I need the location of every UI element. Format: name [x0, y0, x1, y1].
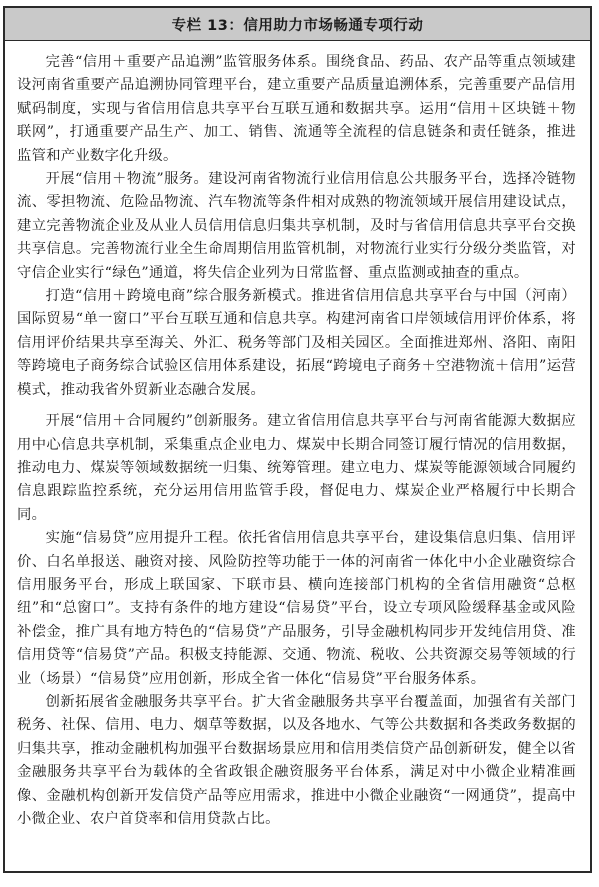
paragraph-contract-performance: 开展“信用＋合同履约”创新服务。建立省信用信息共享平台与河南省能源大数据应用中心信息共享机制，采集重点企业电力、煤炭中长期合同签订履行情况的信用数据，推动电力、煤炭等领域数据统一归集、统筹管理。建立电力、煤炭等能源领域合同履约信息跟踪监控系统，充分运用信用监管手段，督促电力、煤炭企业严格履行中长期合同。 — [17, 413, 576, 523]
paragraph-product-traceability: 完善“信用＋重要产品追溯”监管服务体系。围绕食品、药品、农产品等重点领域建设河南省重要产品追溯协同管理平台，建立重要产品质量追溯体系，完善重要产品信用赋码制度，实现与省信用信息共享平台互联互通和数据共享。运用“信用＋区块链＋物联网”，打通重要产品生产、加工、销售、流通等全流程的信息链条和责任链条，推进监管和产业数字化升级。 — [17, 54, 576, 164]
paragraph-credit-loan: 实施“信易贷”应用提升工程。依托省信用信息共享平台，建设集信息归集、信用评价、白名单报送、融资对接、风险防控等功能于一体的河南省一体化中小企业融资综合信用服务平台，形成上联国家、下联市县、横向连接部门机构的全省信用融资“总枢纽”和“总窗口”。支持有条件的地方建设“信易贷”平台，设立专项风险缓释基金或风险补偿金，推广具有地方特色的“信易贷”产品服务，引导金融机构同步开发纯信用贷、准信用贷等“信易贷”产品。积极支持能源、交通、物流、税收、公共资源交易等领域的行业（场景）“信易贷”应用创新，形成全省一体化“信易贷”平台服务体系。 — [17, 530, 576, 687]
paragraph-financial-service-platform: 创新拓展省金融服务共享平台。扩大省金融服务共享平台覆盖面，加强省有关部门税务、社保、信用、电力、烟草等数据，以及各地水、气等公共数据和各类政务数据的归集共享，推动金融机构加强平台数据场景应用和信用类信贷产品创新研发，健全以省金融服务共享平台为载体的全省政银企融资服务平台体系，满足对中小微企业精准画像、金融机构创新开发信贷产品等应用需求，推进中小微企业融资“一网通贷”，提高中小微企业、农户首贷率和信用贷款占比。 — [17, 693, 576, 827]
column-title: 专栏 13：信用助力市场畅通专项行动 — [5, 8, 590, 41]
paragraph-logistics: 开展“信用＋物流”服务。建设河南省物流行业信用信息公共服务平台，选择冷链物流、零担物流、危险品物流、汽车物流等条件相对成熟的物流领域开展信用建设试点，建立完善物流企业及从业人员信用信息归集共享机制，及时与省信用信息共享平台交换共享信息。完善物流行业全生命周期信用监管机制，对物流行业实行分级分类监管，对守信企业实行“绿色”通道，将失信企业列为日常监督、重点监测或抽查的重点。 — [17, 171, 576, 281]
column-content — [5, 41, 590, 831]
paragraph-cross-border-ecommerce: 打造“信用＋跨境电商”综合服务新模式。推进省信用信息共享平台与中国（河南）国际贸易“单一窗口”平台互联互通和信息共享。构建河南省口岸领域信用评价体系，将信用评价结果共享至海关、外汇、税务等部门及相关园区。全面推进郑州、洛阳、南阳等跨境电子商务综合试验区信用体系建设，拓展“跨境电子商务＋空港物流＋信用”运营模式，推动我省外贸新业态融合发展。 — [17, 288, 576, 398]
column-box — [3, 6, 592, 873]
